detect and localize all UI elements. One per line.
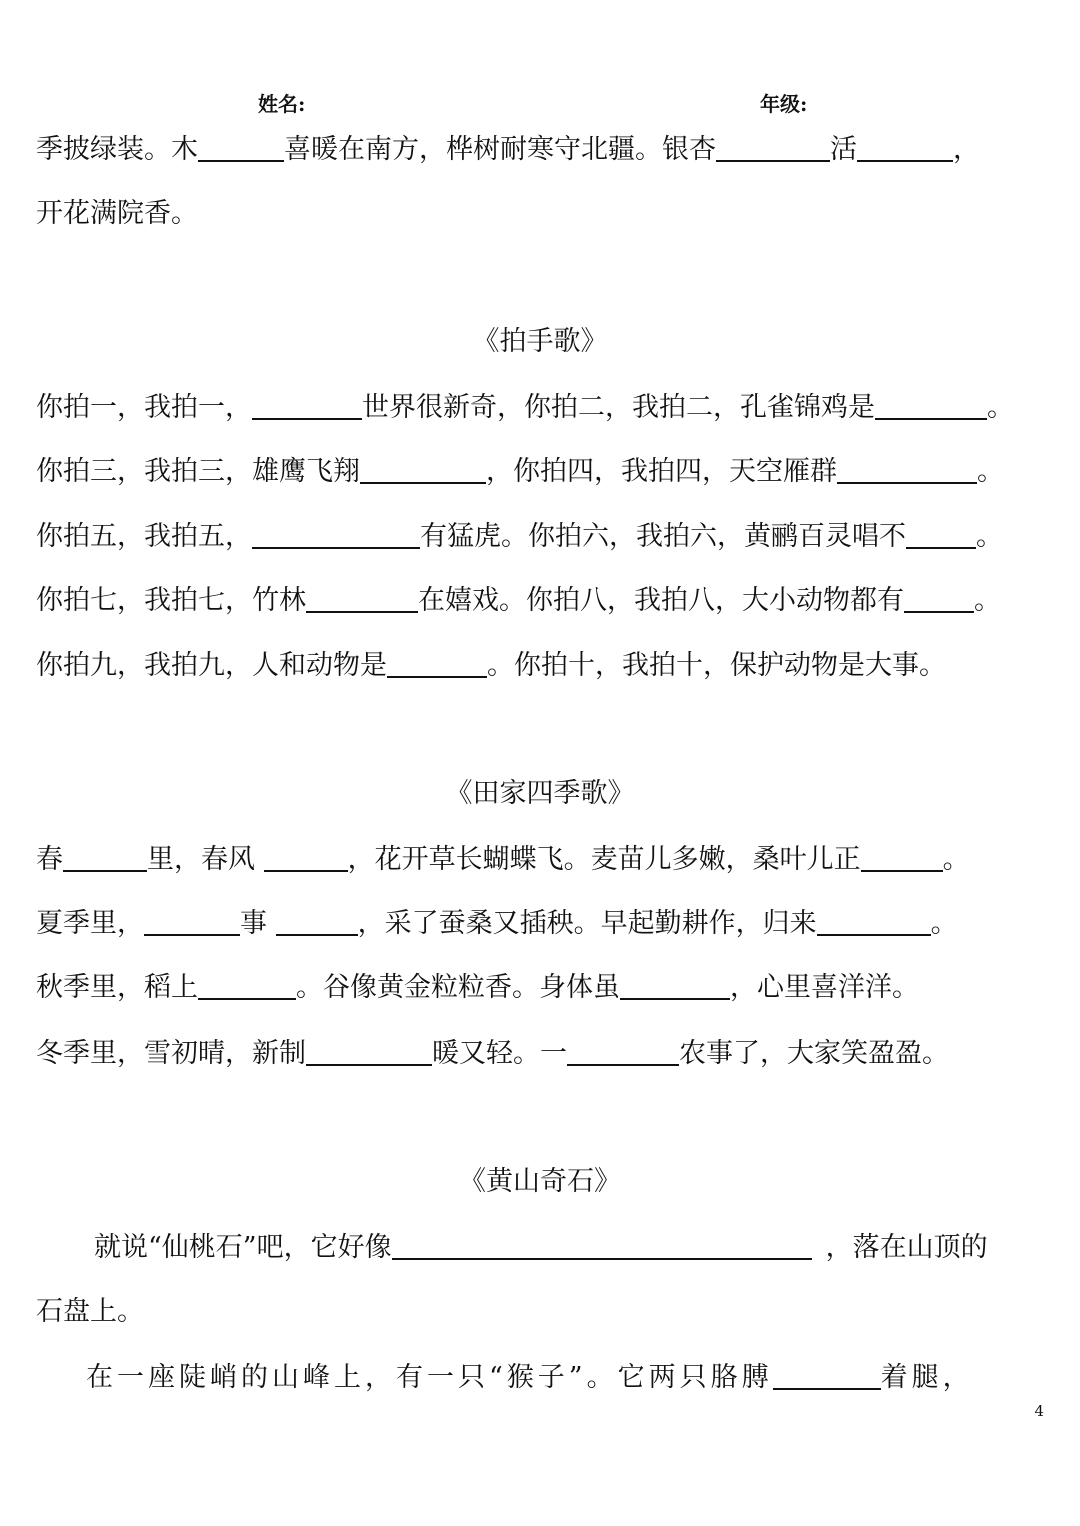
poem-line bbox=[36, 1034, 1046, 1074]
answer-blank[interactable] bbox=[264, 842, 348, 872]
section-title-paishouge: 《拍手歌》 bbox=[472, 326, 608, 357]
text: ，心里喜洋洋。 bbox=[730, 972, 919, 1003]
text: 冬季里，雪初晴，新制 bbox=[36, 1038, 306, 1069]
text: 秋季里，稻上 bbox=[36, 972, 198, 1003]
answer-blank[interactable] bbox=[198, 132, 284, 162]
text: 事 bbox=[240, 908, 276, 939]
poem-line bbox=[36, 388, 1046, 428]
prose-line bbox=[86, 1358, 1046, 1398]
text: ，采了蚕桑又插秧。早起勤耕作，归来 bbox=[357, 908, 817, 939]
text: 。 bbox=[987, 392, 1014, 423]
answer-blank[interactable] bbox=[861, 842, 943, 872]
text: 。 bbox=[974, 585, 1001, 616]
answer-blank[interactable] bbox=[904, 583, 974, 613]
poem-line bbox=[36, 517, 1046, 557]
text: 。 bbox=[942, 844, 970, 875]
answer-blank[interactable] bbox=[773, 1360, 881, 1390]
poem-line bbox=[36, 904, 1046, 944]
answer-blank[interactable] bbox=[306, 1036, 432, 1066]
poem-line bbox=[36, 646, 1046, 686]
page-number: 4 bbox=[1034, 1402, 1044, 1420]
text: 你拍九，我拍九，人和动物是 bbox=[36, 650, 387, 681]
poem-line bbox=[36, 840, 1046, 880]
text: 。谷像黄金粒粒香。身体虽 bbox=[296, 972, 620, 1003]
text: 你拍五，我拍五， bbox=[36, 521, 252, 552]
poem-line bbox=[36, 581, 1046, 621]
section-title-tianjia: 《田家四季歌》 bbox=[445, 778, 635, 809]
poem-line bbox=[36, 452, 1046, 492]
text: 农事了，大家笑盈盈。 bbox=[679, 1038, 949, 1069]
prose-line: 石盘上。 bbox=[36, 1296, 144, 1327]
text: 里，春风 bbox=[147, 844, 264, 875]
text: 你拍三，我拍三，雄鹰飞翔 bbox=[36, 456, 360, 487]
text: ，落在山顶的 bbox=[825, 1232, 988, 1263]
answer-blank[interactable] bbox=[716, 132, 830, 162]
text: 世界很新奇，你拍二，我拍二，孔雀锦鸡是 bbox=[362, 392, 875, 423]
text: 。 bbox=[930, 908, 958, 939]
text: 。 bbox=[977, 456, 1004, 487]
text: 你拍一，我拍一， bbox=[36, 392, 252, 423]
text: 季披绿装。木 bbox=[36, 134, 198, 165]
answer-blank[interactable] bbox=[906, 519, 976, 549]
text: 在嬉戏。你拍八，我拍八，大小动物都有 bbox=[418, 585, 904, 616]
section-title-huangshan: 《黄山奇石》 bbox=[459, 1166, 621, 1197]
intro-line-1 bbox=[36, 130, 1046, 170]
answer-blank[interactable] bbox=[63, 842, 147, 872]
name-label: 姓名: bbox=[258, 92, 306, 116]
answer-blank[interactable] bbox=[198, 970, 296, 1000]
answer-blank[interactable] bbox=[306, 583, 418, 613]
answer-blank[interactable] bbox=[144, 906, 240, 936]
text: 。你拍十，我拍十，保护动物是大事。 bbox=[487, 650, 946, 681]
answer-blank[interactable] bbox=[567, 1036, 679, 1066]
text: 暖又轻。一 bbox=[432, 1038, 567, 1069]
text: 就说“仙桃石”吧，它好像 bbox=[94, 1232, 392, 1263]
text: 活 bbox=[830, 134, 857, 165]
intro-line-2: 开花满院香。 bbox=[36, 198, 198, 229]
text: 着腿， bbox=[880, 1362, 974, 1393]
poem-line bbox=[36, 968, 1046, 1008]
text: ， bbox=[953, 134, 980, 165]
text: 在一座陡峭的山峰上，有一只“猴子”。它两只胳膊 bbox=[86, 1362, 773, 1393]
answer-blank[interactable] bbox=[857, 132, 953, 162]
text: 。 bbox=[976, 521, 1003, 552]
answer-blank[interactable] bbox=[817, 906, 931, 936]
text: 夏季里， bbox=[36, 908, 144, 939]
answer-blank[interactable] bbox=[620, 970, 730, 1000]
text: 喜暖在南方，桦树耐寒守北疆。银杏 bbox=[284, 134, 716, 165]
text: 你拍七，我拍七，竹林 bbox=[36, 585, 306, 616]
answer-blank[interactable] bbox=[875, 390, 987, 420]
text: ，花开草长蝴蝶飞。麦苗儿多嫩，桑叶儿正 bbox=[347, 844, 861, 875]
text: ，你拍四，我拍四，天空雁群 bbox=[486, 456, 837, 487]
answer-blank[interactable] bbox=[360, 454, 486, 484]
answer-blank[interactable] bbox=[392, 1230, 812, 1260]
answer-blank[interactable] bbox=[837, 454, 977, 484]
answer-blank[interactable] bbox=[387, 648, 487, 678]
answer-blank[interactable] bbox=[252, 519, 420, 549]
answer-blank[interactable] bbox=[252, 390, 362, 420]
answer-blank[interactable] bbox=[276, 906, 358, 936]
grade-label: 年级: bbox=[760, 92, 808, 116]
text: 春 bbox=[36, 844, 63, 875]
prose-line bbox=[94, 1228, 1046, 1268]
text: 有猛虎。你拍六，我拍六，黄鹂百灵唱不 bbox=[420, 521, 906, 552]
